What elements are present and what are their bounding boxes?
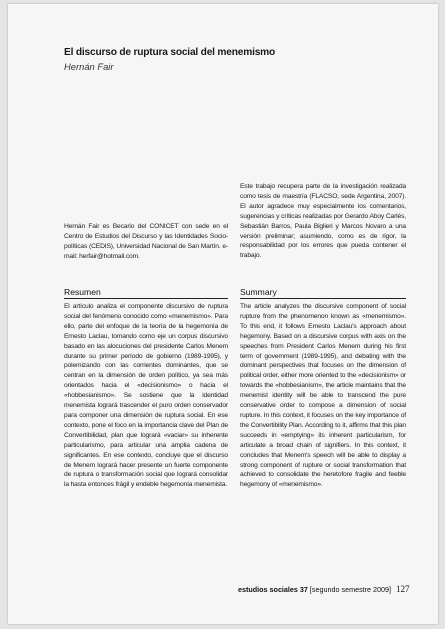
summary-heading: Summary: [240, 287, 277, 297]
author-affiliation: Hernán Fair es Becario del CONICET con sede en el Centro de Estudios del Discurso y las Identidades Socio-políticas (CEDIS), Universidad Nacional de San Martín. e-mail: herfair@hotmail.com.: [64, 223, 228, 260]
resumen-rule: [64, 298, 228, 299]
resumen-heading: Resumen: [64, 287, 101, 297]
article-author: Hernán Fair: [64, 61, 114, 72]
acknowledgement-note: Este trabajo recupera parte de la investigación realizada como tesis de maestría (FLACSO, sede Argentina, 2007). El autor agradece muy especialmente los comentarios, sugerencias y críticas realizadas por Gerardo Aboy Carlés, Sebastián Barros, Paula Biglieri y Marcos Novaro a una versión preliminar; asumiendo, como es de rigor, la responsabilidad por los errores que pueda contener el trabajo.: [240, 183, 406, 260]
journal-issue: [segundo semestre 2009]: [309, 585, 392, 594]
page-footer: [238, 584, 408, 594]
journal-name: estudios sociales 37: [238, 585, 308, 594]
journal-page: [8, 4, 438, 624]
summary-rule: [240, 298, 406, 299]
resumen-text: El artículo analiza el componente discursivo de ruptura social del fenómeno conocido como «menemismo». Para ello, parte del enfoque de la teoría de la hegemonía de Ernesto Laclau, tomando como eje un corpus discursivo basado en las alocuciones del presidente Carlos Menem durante su primer período de gobierno (1989-1995), y polemizando con las corrientes dominantes, que se centran en la dimensión de orden político, ya sea más orientados hacia el «decisionismo» o hacia el «hobbesianismo». Se sostiene que la identidad menemista logrará trascender el puro orden conservador para componer una dimensión de ruptura social. En ese contexto, pone el foco en la importancia clave del Plan de Convertibilidad, plan que logrará «vaciar» su inherente particularismo, para articular una amplia cadena de significantes. En ese contexto, concluye que el discurso de Menem logrará hacer presente un fuerte componente de ruptura o transformación social que logrará consolidar la hasta entonces frágil y endeble hegemonía menemista.: [64, 303, 228, 489]
page-number: 127: [396, 584, 410, 594]
article-title: El discurso de ruptura social del menemismo: [64, 47, 276, 58]
summary-text: The article analyzes the discursive component of social rupture from the phenomenon known as «menemismo». To this end, it follows Ernesto Laclau's approach about hegemony. Based on a discursive corpus with axis on the speeches from President Carlos Menem during his first term of government (1989-1995), and debating with the dominant perspectives that focuses on the dimension of political order, either more oriented to the «decisionism» or towards the «hobbesianism», the article maintains that the menemist identity will be able to transcend the pure conservative order to compose a dimension of social rupture. In this context, it focuses on the key importance of the Convertibility Plan. According to it, affirms that this plan succeeds in «emptying» its inherent particularism, for articulate a broad chain of signifiers. In this context, it concludes that Menem's speech will be able to display a strong component of rupture or social transformation that achieved to consolidate the heretofore fragile and feeble hegemony of «menemismo».: [240, 303, 406, 489]
